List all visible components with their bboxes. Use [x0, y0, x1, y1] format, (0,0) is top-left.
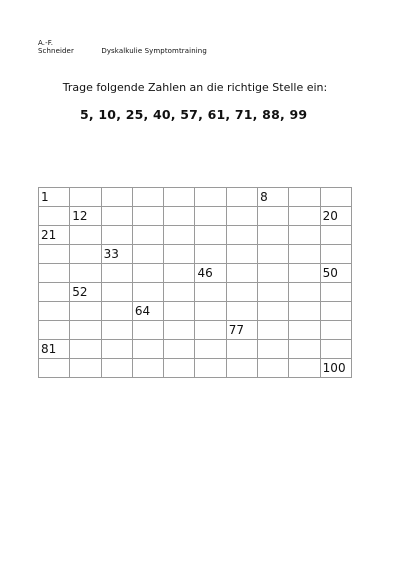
grid-cell[interactable]: [226, 188, 257, 207]
grid-cell[interactable]: [164, 245, 195, 264]
grid-cell[interactable]: [101, 226, 132, 245]
grid-cell[interactable]: [289, 226, 320, 245]
grid-cell[interactable]: [70, 245, 101, 264]
grid-cell[interactable]: 33: [101, 245, 132, 264]
grid-cell[interactable]: [195, 188, 226, 207]
grid-cell[interactable]: [226, 264, 257, 283]
grid-cell[interactable]: [70, 359, 101, 378]
grid-cell[interactable]: 77: [226, 321, 257, 340]
hundred-grid: [38, 187, 352, 378]
grid-cell[interactable]: [320, 302, 351, 321]
grid-cell[interactable]: [70, 226, 101, 245]
grid-cell[interactable]: [70, 302, 101, 321]
grid-cell[interactable]: [101, 188, 132, 207]
grid-row: [39, 321, 352, 340]
grid-cell[interactable]: [101, 302, 132, 321]
grid-cell[interactable]: 21: [39, 226, 70, 245]
grid-cell[interactable]: [289, 188, 320, 207]
grid-cell[interactable]: [132, 321, 163, 340]
grid-cell[interactable]: [195, 340, 226, 359]
course-title: Dyskalkulie Symptomtraining: [101, 47, 207, 55]
grid-cell[interactable]: [195, 207, 226, 226]
grid-cell[interactable]: [132, 226, 163, 245]
grid-cell[interactable]: [226, 302, 257, 321]
grid-cell[interactable]: [164, 188, 195, 207]
grid-cell[interactable]: [132, 264, 163, 283]
numbers-to-place: 5, 10, 25, 40, 57, 61, 71, 88, 99: [80, 107, 308, 122]
grid-cell[interactable]: [258, 264, 289, 283]
grid-cell[interactable]: [320, 321, 351, 340]
grid-cell[interactable]: 46: [195, 264, 226, 283]
grid-cell[interactable]: [132, 207, 163, 226]
grid-cell[interactable]: [289, 302, 320, 321]
grid-cell[interactable]: [195, 359, 226, 378]
grid-cell[interactable]: [258, 226, 289, 245]
grid-cell[interactable]: 100: [320, 359, 351, 378]
grid-cell[interactable]: [164, 321, 195, 340]
grid-cell[interactable]: [70, 321, 101, 340]
grid-cell[interactable]: [164, 283, 195, 302]
grid-row: [39, 283, 352, 302]
grid-cell[interactable]: [39, 245, 70, 264]
grid-cell[interactable]: [70, 340, 101, 359]
grid-cell[interactable]: [289, 207, 320, 226]
grid-cell[interactable]: [164, 340, 195, 359]
grid-cell[interactable]: 20: [320, 207, 351, 226]
grid-cell[interactable]: [101, 340, 132, 359]
grid-cell[interactable]: [195, 283, 226, 302]
grid-cell[interactable]: [226, 283, 257, 302]
grid-cell[interactable]: [101, 321, 132, 340]
grid-cell[interactable]: [39, 264, 70, 283]
grid-cell[interactable]: [258, 302, 289, 321]
grid-cell[interactable]: [101, 264, 132, 283]
grid-cell[interactable]: [132, 359, 163, 378]
grid-cell[interactable]: [289, 321, 320, 340]
grid-row: [39, 245, 352, 264]
grid-cell[interactable]: [226, 245, 257, 264]
grid-cell[interactable]: [132, 245, 163, 264]
grid-cell[interactable]: [289, 264, 320, 283]
grid-cell[interactable]: 12: [70, 207, 101, 226]
grid-row: [39, 188, 352, 207]
grid-cell[interactable]: [226, 207, 257, 226]
grid-cell[interactable]: [39, 302, 70, 321]
grid-cell[interactable]: [164, 207, 195, 226]
grid-row: [39, 302, 352, 321]
grid-row: [39, 207, 352, 226]
grid-cell[interactable]: [320, 226, 351, 245]
grid-cell[interactable]: [320, 283, 351, 302]
grid-cell[interactable]: [70, 188, 101, 207]
grid-row: [39, 359, 352, 378]
grid-cell[interactable]: [258, 245, 289, 264]
grid-cell[interactable]: [195, 321, 226, 340]
grid-cell[interactable]: [164, 264, 195, 283]
grid-cell[interactable]: [226, 340, 257, 359]
grid-cell[interactable]: [320, 340, 351, 359]
grid-row: [39, 340, 352, 359]
grid-cell[interactable]: [164, 359, 195, 378]
grid-cell[interactable]: [39, 207, 70, 226]
grid-cell[interactable]: [164, 226, 195, 245]
grid-cell[interactable]: [320, 188, 351, 207]
grid-cell[interactable]: 8: [258, 188, 289, 207]
grid-cell[interactable]: [70, 264, 101, 283]
author-name: A.-F. Schneider: [38, 39, 74, 55]
grid-cell[interactable]: [289, 245, 320, 264]
grid-cell[interactable]: [258, 340, 289, 359]
grid-cell[interactable]: [132, 283, 163, 302]
page-header: [38, 39, 207, 55]
grid-cell[interactable]: [258, 359, 289, 378]
grid-cell[interactable]: 64: [132, 302, 163, 321]
grid-cell[interactable]: [101, 359, 132, 378]
grid-cell[interactable]: [39, 359, 70, 378]
grid-cell[interactable]: [101, 207, 132, 226]
grid-cell[interactable]: [39, 321, 70, 340]
grid-cell[interactable]: [164, 302, 195, 321]
grid-cell[interactable]: [101, 283, 132, 302]
grid-cell[interactable]: [132, 188, 163, 207]
grid-cell[interactable]: [258, 283, 289, 302]
grid-cell[interactable]: [195, 245, 226, 264]
grid-cell[interactable]: [258, 207, 289, 226]
grid-cell[interactable]: [226, 359, 257, 378]
grid-cell[interactable]: 81: [39, 340, 70, 359]
grid-cell[interactable]: 50: [320, 264, 351, 283]
grid-cell[interactable]: [289, 283, 320, 302]
grid-cell[interactable]: [132, 340, 163, 359]
grid-cell[interactable]: 1: [39, 188, 70, 207]
grid-cell[interactable]: [258, 321, 289, 340]
grid-cell[interactable]: [195, 302, 226, 321]
grid-cell[interactable]: [39, 283, 70, 302]
grid-row: [39, 264, 352, 283]
grid-cell[interactable]: [289, 340, 320, 359]
grid-row: [39, 226, 352, 245]
grid-cell[interactable]: 52: [70, 283, 101, 302]
grid-cell[interactable]: [195, 226, 226, 245]
grid-cell[interactable]: [289, 359, 320, 378]
instruction-text: Trage folgende Zahlen an die richtige Stelle ein:: [62, 81, 328, 94]
grid-cell[interactable]: [320, 245, 351, 264]
grid-cell[interactable]: [226, 226, 257, 245]
